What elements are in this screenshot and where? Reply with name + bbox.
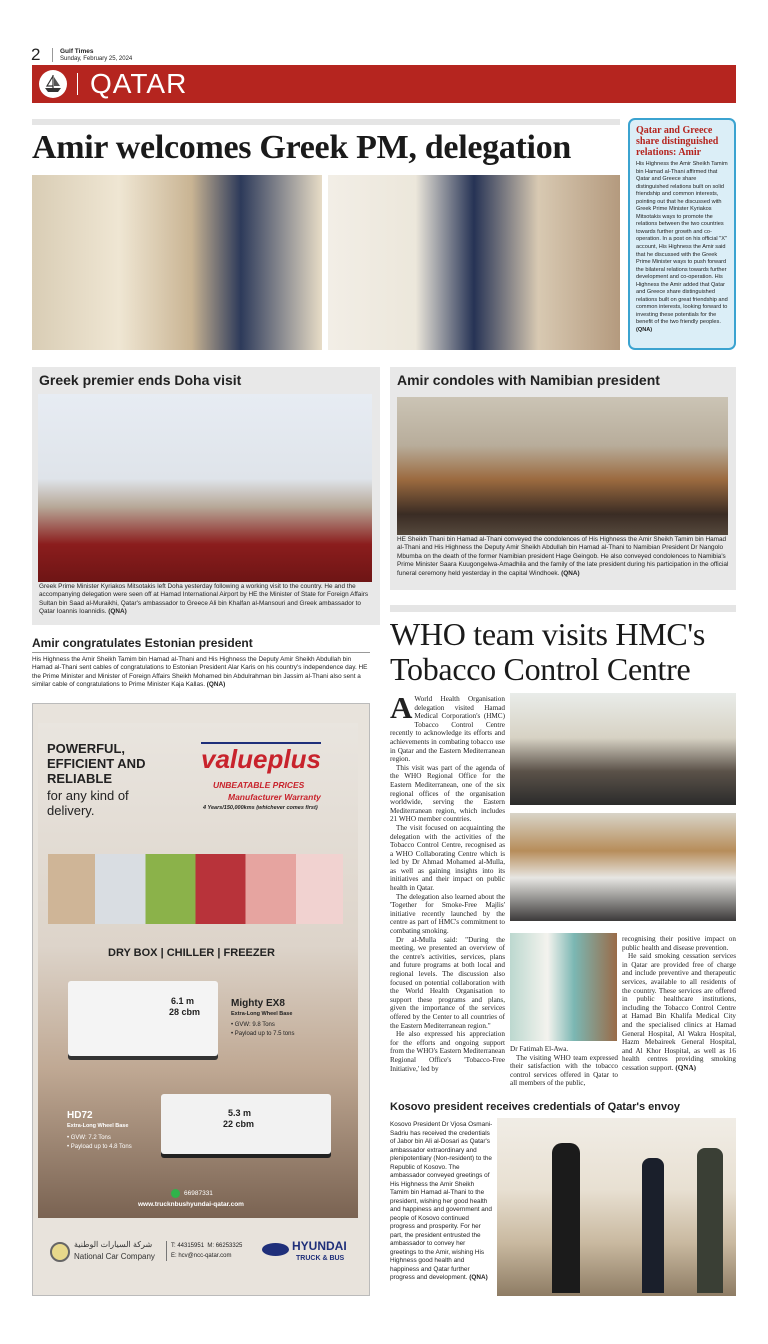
truck1-dim: 6.1 m	[171, 996, 195, 1006]
ad-sub: UNBEATABLE PRICES	[213, 780, 305, 790]
dhow-boat-icon	[39, 70, 67, 98]
namibia-box	[390, 367, 736, 590]
truck1-vol: 28 cbm	[169, 1007, 201, 1017]
hyundai-advertisement[interactable]	[32, 703, 370, 1296]
namibia-headline: Amir condoles with Namibian president	[397, 372, 660, 388]
section-banner	[32, 65, 736, 103]
who-paragraph: He also expressed his appreciation for the efforts and ongoing support from the WHO's Eastern Mediterranean Regional Office's 'Tobacco-Free Initiative,' led by	[390, 1030, 505, 1073]
paper-name: Gulf Times	[60, 48, 94, 55]
estonia-credit: (QNA)	[206, 681, 226, 689]
who-paragraph: He said smoking cessation services in Qatar are provided free of charge and include preventive and therapeutic services, available to all residents of the country. These services are offered in public healthcare institutions, including the Tobacco Control Centre at Hamad Bin Khalifa Medical City and the specialised clinics at Hamad General Hospital, Al Wakra Hospital, Hazm Mebaireek General Hospital, and Al Khor Hospital, as well as 16 health centres providing smoking cessation support.	[622, 952, 736, 1072]
truck2-dim: 5.3 m	[228, 1108, 252, 1118]
greek-visit-box	[32, 367, 380, 625]
kosovo-body: Kosovo President Dr Vjosa Osmani-Sadriu has received the credentials of Jabor bin Ali al-Dosari as Qatar's ambassador extraordinary and plenipotentiary (Non-resident) to the Republic of Kosovo. The ambassador conveyed greetings of His Highness the Amir Sheikh Tamim bin Hamad al-Thani to the president, wishing her good health and happiness and government and people of Kosovo continued progress and prosperity. For her part, the president entrusted the ambassador to convey her greetings to the Amir, wishing His Highness good health and happiness and Qatar further progress and development.	[390, 1121, 493, 1281]
valueplus-logo: valueplus	[201, 744, 321, 774]
issue-date: Sunday, February 25, 2024	[60, 56, 133, 62]
sidebar-box	[628, 118, 736, 350]
who-dropcap: A	[390, 690, 413, 725]
ad-whatsapp: 66987331	[184, 1190, 213, 1197]
truck2-base: Extra-Long Wheel Base	[67, 1123, 129, 1129]
page-number: 2	[31, 45, 41, 64]
masthead-divider	[52, 48, 53, 62]
lead-headline: Amir welcomes Greek PM, delegation	[32, 129, 572, 166]
ad-tagline: for any kind of delivery.	[47, 788, 129, 818]
who-rule	[390, 605, 736, 612]
who-photo-caption: Dr Fatimah El-Awa.	[510, 1045, 569, 1053]
who-paragraph: The delegation also learned about the 'Together for Smoke-Free Majlis' initiative recently launched by the centre as part of HMC's commitment to combating smoking.	[390, 892, 505, 936]
estonia-body: His Highness the Amir Sheikh Tamim bin Hamad al-Thani and His Highness the Deputy Amir Sheikh Abdullah bin Hamad al-Thani sent cables of congratulations to Estonian President Alar Karis on his country's independence day. HE the Prime Minister and Minister of Foreign Affairs Sheikh Mohamed bin Abdulrahman bin Jassim al-Thani also sent a similar cable of congratulations to Prime Minister Kaja Kallas.	[32, 656, 368, 689]
kosovo-headline: Kosovo president receives credentials of Qatar's envoy	[390, 1101, 680, 1113]
ad-warranty-terms: 4 Years/150,000kms (whichever comes first)	[203, 805, 318, 811]
ad-warranty: Manufacturer Warranty	[228, 792, 321, 802]
lead-rule	[32, 119, 620, 125]
greek-visit-caption: Greek Prime Minister Kyriakos Mitsotakis left Doha yesterday following a working visit to the country. He and the accompanying delegation were seen off at Hamad International Airport by HE the Minister of State for Foreign Affairs Sultan bin Saad al-Muraikhi, Qatar's ambassador to Greece Ali bin Khalfan al-Mansouri and Greek ambassador to Qatar Ioannis Ioannidis.	[39, 583, 369, 616]
who-headline: WHO team visits HMC's Tobacco Control Centre	[390, 616, 706, 687]
ad-website[interactable]: www.trucknbushyundai-qatar.com	[138, 1201, 244, 1208]
greek-visit-headline: Greek premier ends Doha visit	[39, 372, 242, 388]
lead-photo-meeting	[328, 175, 620, 350]
ad-company-ar: شركة السيارات الوطنية	[74, 1240, 153, 1249]
truck2-payload: • Payload up to 4.8 Tons	[67, 1144, 132, 1150]
truck1-payload: • Payload up to 7.5 tons	[231, 1031, 295, 1037]
banner-divider	[77, 73, 78, 95]
ad-footer-divider	[166, 1241, 167, 1261]
ad-product-images	[48, 854, 343, 924]
truck1-base: Extra-Long Wheel Base	[231, 1011, 293, 1017]
sidebar-body: His Highness the Amir Sheikh Tamim bin Hamad al-Thani affirmed that Qatar and Greece share distinguished relations built on solid friendship and common interests, pointing out that he discussed with Greek Prime Minister Kyriakos Mitsotakis ways to promote the relations between the two countries towards further growth and co-operation. In a post on his official "X" account, His Highness the Amir said that he discussed with the Greek Prime Minister ways to push forward the bilateral relations towards further development and co-operation. His Highness the Amir added that Qatar and Greece share distinguished relations built on great friendship and common interests, looking forward to investing these potentials for the benefit of the two friendly peoples.	[636, 161, 728, 326]
ad-types: DRY BOX | CHILLER | FREEZER	[108, 947, 275, 959]
ad-phone: T: 44315951 M: 66253325	[171, 1243, 243, 1249]
greek-visit-photo	[38, 394, 372, 582]
who-credit: (QNA)	[675, 1063, 697, 1072]
kosovo-photo	[497, 1118, 736, 1296]
ad-tagline-bold: POWERFUL, EFFICIENT AND RELIABLE	[47, 741, 146, 786]
who-column-1	[390, 690, 505, 1073]
whatsapp-icon	[171, 1189, 180, 1198]
greek-visit-credit: (QNA)	[108, 608, 127, 616]
lead-photo-handshake	[32, 175, 322, 350]
truck-ex8-image	[68, 981, 218, 1056]
namibia-caption: HE Sheikh Thani bin Hamad al-Thani conveyed the condolences of His Highness the Amir Sheikh Tamim bin Hamad al-Thani and His Highness the Deputy Amir Sheikh Abdullah bin Hamad al-Thani to Namibian President Dr Nangolo Mbumba on the death of the former Namibian president Hage Geingob. He also conveyed condolences to Namibia's Prime Minister Saara Kuugongelwa-Amadhila and the family of the late president during his participation in the official funeral ceremony held yesterday in the capital Windhoek.	[397, 536, 729, 577]
who-paragraph: recognising their positive impact on public health and disease prevention.	[622, 935, 736, 952]
truck2-vol: 22 cbm	[223, 1119, 255, 1129]
truck2-model: HD72	[67, 1110, 93, 1121]
estonia-headline: Amir congratulates Estonian president	[32, 636, 253, 650]
section-title: QATAR	[90, 68, 188, 99]
namibia-photo	[397, 397, 728, 535]
who-paragraph: This visit was part of the agenda of the WHO Regional Office for the Eastern Mediterranean, one of the six regional offices of the organisation worldwide, serving the Eastern Mediterranean region, which includes 21 WHO member countries.	[390, 763, 505, 824]
who-group-photo	[510, 693, 736, 805]
ad-hyundai: HYUNDAI	[292, 1239, 347, 1253]
who-meeting-photo	[510, 813, 736, 921]
ad-hyundai-sub: TRUCK & BUS	[296, 1255, 345, 1262]
kosovo-credit: (QNA)	[469, 1274, 488, 1281]
who-presentation-photo	[510, 933, 617, 1041]
sidebar-title: Qatar and Greece share distinguished relations: Amir	[636, 125, 719, 158]
truck1-model: Mighty EX8	[231, 998, 285, 1009]
ncc-emblem-icon	[50, 1242, 70, 1262]
who-paragraph: Dr al-Mulla said: "During the meeting, we presented an overview of the centre's activities, services, plans and future programs at both local and regional levels. The discussion also focused on potential collaboration with the World Health Organisation to support these programs and plans, given the importance of the services offered by the Center to all countries of the Eastern Mediterranean region."	[390, 935, 505, 1030]
truck1-gvw: • GVW: 9.8 Tons	[231, 1022, 275, 1028]
ad-company: National Car Company	[74, 1252, 155, 1261]
hyundai-logo-icon	[262, 1243, 289, 1256]
who-paragraph: The visit focused on acquainting the delegation with the activities of the Tobacco Control Centre, recognised as a WHO Collaborating Centre which is led by Dr Ahmad Mohamed al-Mulla, as well as gaining insights into its initiatives and their impact on public health in Qatar.	[390, 823, 505, 893]
sidebar-credit: (QNA)	[636, 327, 653, 334]
who-paragraph: The visiting WHO team expressed their satisfaction with the tobacco control services offered in Qatar to all members of the public,	[510, 1053, 618, 1088]
truck2-gvw: • GVW: 7.2 Tons	[67, 1135, 111, 1141]
namibia-credit: (QNA)	[561, 569, 580, 577]
ad-email: E: hcv@ncc-qatar.com	[171, 1253, 232, 1259]
estonia-rule	[32, 652, 370, 653]
who-paragraph: World Health Organisation delegation visited Hamad Medical Corporation's (HMC) Tobacco Control Centre recently to acknowledge its efforts and achievements in combating tobacco use in Qatar and the Eastern Mediterranean region.	[390, 695, 505, 764]
